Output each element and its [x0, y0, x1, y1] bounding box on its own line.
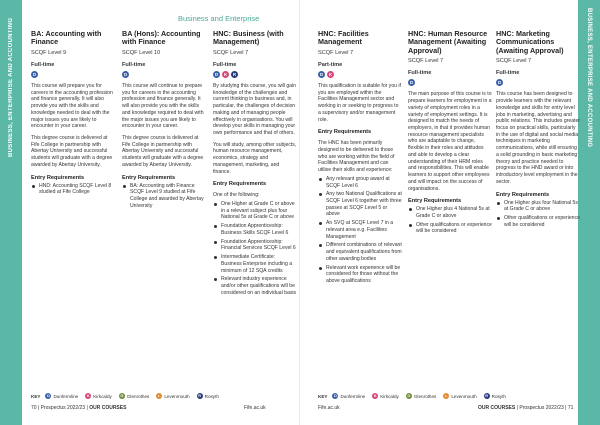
entry-item: Any two National Qualifications at SCQF Level 6 together with three passes at SCQF Level 5 or above — [318, 191, 402, 218]
entry-item: Any relevant group award at SCQF Level 6 — [318, 176, 402, 189]
entry-item: BA: Accounting with Finance SCQF Level 9 studied at Fife College and awarded by Abertay University — [122, 183, 206, 210]
key-label: KEY — [31, 393, 41, 399]
campus-badge: D — [319, 71, 324, 77]
entry-requirements-heading: Entry Requirements — [31, 174, 85, 181]
entry-item: One Higher plus 4 National 5s at Grade C or above — [408, 206, 492, 219]
entry-item: Other qualifications or experience will be considered — [408, 222, 492, 235]
entry-intro: One of the following: — [213, 192, 260, 199]
campus-name: Glenrothes — [126, 393, 150, 399]
entry-list — [31, 183, 115, 196]
course-column — [408, 30, 492, 235]
course-column — [31, 30, 115, 196]
key-item — [443, 393, 476, 399]
key-item — [372, 393, 399, 399]
right-sidebar-label: BUSINESS, ENTERPRISE AND ACCOUNTING — [586, 8, 592, 148]
study-mode: Part-time — [318, 61, 343, 68]
course-description: You will study, among other subjects, human resource management, economics, strategy and management, marketing, and finance. — [213, 141, 297, 175]
entry-item: HND: Accounting SCQF Level 8 studied at Fife College — [31, 183, 115, 196]
entry-list — [122, 183, 206, 210]
course-description: By studying this course, you will gain knowledge of the challenges and current thinking in business and, in particular, the challenges of decision making and of managing people effectively in organisations. You will develop your skills in managing your own performance and that of others. — [213, 82, 296, 136]
course-description: This degree course is delivered at Fife College in partnership with Abertay University and successful students will graduate with a degree awarded by Abertay University. — [122, 135, 204, 168]
footer-site-right[interactable]: Fife.ac.uk — [318, 405, 340, 411]
left-sidebar-band — [0, 0, 22, 425]
course-title: HNC: Marketing Communications (Awaiting Approval) — [496, 29, 564, 55]
campus-badge: R — [485, 394, 489, 398]
key-item — [156, 393, 189, 399]
study-mode: Full-time — [213, 61, 237, 68]
course-column — [213, 30, 297, 296]
campus-badge: D — [123, 71, 128, 77]
course-description: This qualification is suitable for you if you are employed within the Facilities Management sector and working in or seeking to progress to a supervisory and/or management role. — [318, 82, 401, 123]
campus-badges — [408, 79, 492, 86]
entry-item: Other qualifications or experience will be considered — [496, 215, 580, 228]
scqf-level: SCQF Level 7 — [213, 49, 249, 56]
course-description: The main purpose of this course is to prepare learners for employment in a variety of employment roles in a variety of employment settings. It is designed to match the needs of employers, in that it provides human resource management specialists who are adaptable to change, flexible in their roles and attitudes and able to develop a clear understanding of their HRM roles and responsibilities. This will enable learners to support other employees and will impact on the success of organisations. — [408, 91, 492, 192]
campus-name: Kirkcaldy — [380, 393, 399, 399]
page-number: 71 — [567, 405, 574, 411]
right-sidebar-band — [578, 0, 600, 425]
entry-requirements-heading: Entry Requirements — [408, 198, 462, 205]
section-label: OUR COURSES — [478, 405, 516, 411]
entry-list — [213, 201, 297, 296]
footer-left: 70 | Prospectus 2022/23 | OUR COURSES — [31, 405, 127, 411]
key-item — [119, 393, 149, 399]
section-label: OUR COURSES — [89, 405, 127, 411]
prospectus-label: Prospectus 2022/23 — [519, 405, 564, 411]
entry-item: Foundation Apprenticeship: Business Skills SCQF Level 6 — [213, 223, 297, 236]
course-title: BA: Accounting with Finance — [31, 29, 102, 47]
study-mode: Full-time — [408, 70, 432, 77]
entry-item: Foundation Apprenticeship: Financial Services SCQF Level 6 — [213, 239, 297, 252]
prospectus-label: Prospectus 2022/23 — [40, 405, 86, 411]
campus-badges — [213, 71, 297, 78]
course-description: This course will prepare you for careers in the accounting profession and finance generally. It will also provide you with the skills and knowledge needed to deal with the major issues you are likely to encounter in your career. — [31, 82, 113, 130]
campus-badge: G — [120, 394, 124, 398]
course-title: BA (Hons): Accounting with Finance — [122, 29, 201, 47]
campus-name: Glenrothes — [413, 393, 437, 399]
key-item — [197, 393, 219, 399]
campus-key — [318, 393, 510, 399]
footer-right: OUR COURSES | Prospectus 2022/23 | 71 — [478, 405, 574, 411]
course-description: This degree course is delivered at Fife College in partnership with Abertay University and successful students will graduate with a degree awarded by Abertay University. — [31, 135, 113, 168]
entry-item: One Higher plus four National 5s at Grade C or above — [496, 200, 580, 213]
campus-badge: K — [86, 394, 90, 398]
study-mode: Full-time — [122, 61, 146, 68]
entry-requirements-heading: Entry Requirements — [496, 191, 550, 198]
entry-requirements-heading: Entry Requirements — [213, 181, 267, 188]
course-column — [122, 30, 206, 209]
key-item — [484, 393, 506, 399]
campus-badge: D — [32, 71, 37, 77]
key-item — [406, 393, 436, 399]
key-item — [332, 393, 365, 399]
campus-badge: D — [214, 71, 219, 77]
entry-requirements-heading: Entry Requirements — [318, 129, 372, 136]
campus-badge: D — [334, 394, 337, 398]
scqf-level: SCQF Level 7 — [408, 58, 444, 65]
entry-item: Relevant industry experience and/or other qualifications will be considered on an individual basis — [213, 276, 297, 296]
entry-item: Different combinations of relevant and equivalent qualifications from other awarding bodies — [318, 242, 402, 262]
scqf-level: SCQF Level 7 — [496, 58, 532, 65]
campus-badge: D — [47, 394, 50, 398]
course-description: This course will continue to prepare you for careers in the accounting profession and finance generally. It will also provide you with the skills and knowledge required to deal with the major issues you are likely to encounter in your career. — [122, 82, 204, 130]
entry-item: An SVQ at SCQF Level 7 in a relevant area e.g. Facilities Management — [318, 220, 402, 240]
scqf-level: SCQF Level 9 — [31, 49, 67, 56]
entry-list — [408, 206, 492, 235]
campus-badges — [318, 71, 402, 78]
scqf-level: SCQF Level 7 — [318, 49, 354, 56]
key-item — [45, 393, 78, 399]
campus-badges — [496, 79, 580, 86]
course-column — [318, 30, 402, 285]
course-description: This course has been designed to provide learners with the relevant knowledge and skills for entry level jobs in marketing, advertising and public relations. This includes greater focus on practical skills, particularly in the use of digital and social media techniques in marketing communications, while still ensuring a solid grounding in basic marketing theory and practice needed to progress to the HND award or into introductory level employment in the sector. — [496, 91, 580, 185]
entry-intro: The HNC has been primarily designed to be delivered to those who are working within the field of Facilities Management and can utilise their skills and experience: — [318, 140, 395, 174]
study-mode: Full-time — [496, 70, 520, 77]
campus-name: Rosyth — [204, 393, 219, 399]
course-column — [496, 30, 580, 228]
campus-name: Levenmouth — [164, 393, 190, 399]
section-title: Business and Enterprise — [178, 14, 260, 23]
scqf-level: SCQF Level 10 — [122, 49, 161, 56]
entry-item: Relevant work experience will be considered for those without the above qualifications — [318, 265, 402, 285]
campus-badge: L — [158, 394, 161, 398]
campus-badge: R — [198, 394, 202, 398]
course-title: HNC: Business (with Management) — [213, 29, 284, 47]
campus-badge: K — [328, 71, 333, 77]
entry-requirements-heading: Entry Requirements — [122, 174, 176, 181]
campus-badge: K — [373, 394, 377, 398]
campus-badges — [122, 71, 206, 78]
entry-item: Intermediate Certificate: Business Enterprise including a minimum of 12 SQA credits — [213, 254, 297, 274]
course-title: HNC: Human Resource Management (Awaiting Approval) — [408, 29, 488, 55]
campus-badge: G — [407, 394, 411, 398]
campus-name: Kirkcaldy — [93, 393, 112, 399]
entry-item: One Higher at Grade C or above in a relevant subject plus four National 5s at Grade C or above — [213, 201, 297, 221]
entry-list — [318, 176, 402, 285]
campus-name: Dunfermline — [340, 393, 366, 399]
campus-name: Levenmouth — [451, 393, 477, 399]
campus-badge: D — [497, 80, 502, 86]
campus-badge: L — [445, 394, 448, 398]
course-title: HNC: Facilities Management — [318, 29, 369, 47]
campus-badge: D — [409, 80, 414, 86]
campus-key — [31, 393, 223, 399]
footer-site-left[interactable]: Fife.ac.uk — [244, 405, 266, 411]
key-item — [85, 393, 112, 399]
campus-badge: R — [232, 71, 237, 77]
campus-name: Rosyth — [491, 393, 506, 399]
left-sidebar-label: BUSINESS, ENTERPRISE AND ACCOUNTING — [8, 18, 14, 158]
study-mode: Full-time — [31, 61, 55, 68]
entry-list — [496, 200, 580, 229]
campus-badges — [31, 71, 115, 78]
page-number: 70 — [31, 405, 37, 411]
page-gutter — [299, 0, 300, 425]
key-label: KEY — [318, 393, 328, 399]
campus-name: Dunfermline — [53, 393, 79, 399]
campus-badge: K — [223, 71, 228, 77]
